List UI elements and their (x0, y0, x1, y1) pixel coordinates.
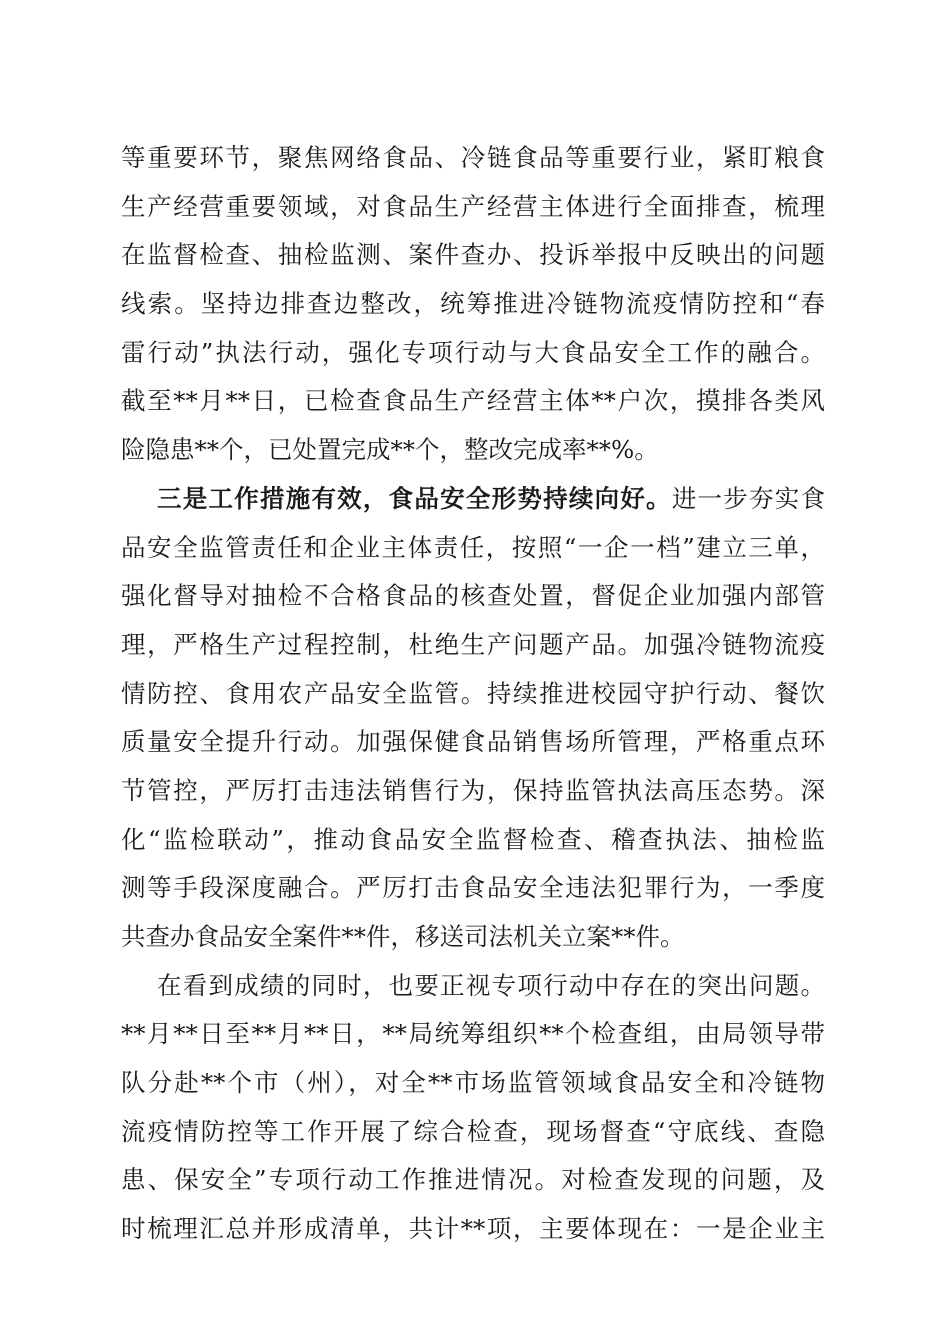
paragraph-2-line-9: 测等手段深度融合。严厉打击食品安全违法犯罪行为，一季度 (121, 873, 825, 903)
paragraph-1-line-1: 等重要环节，聚焦网络食品、冷链食品等重要行业，紧盯粮食 (121, 143, 825, 172)
paragraph-3-line-3: 队分赴**个市（州），对全**市场监管领域食品安全和冷链物 (121, 1068, 825, 1098)
paragraph-3-line-5: 患、保安全”专项行动工作推进情况。对检查发现的问题，及 (121, 1165, 825, 1195)
paragraph-2-line-8: 化“监检联动”，推动食品安全监督检查、稽查执法、抽检监 (121, 824, 825, 854)
paragraph-3-line-4: 流疫情防控等工作开展了综合检查，现场督查“守底线、查隐 (121, 1116, 825, 1146)
paragraph-1-line-5: 雷行动”执法行动，强化专项行动与大食品安全工作的融合。 (121, 337, 825, 367)
paragraph-3-line-2: **月**日至**月**日，**局统筹组织**个检查组，由局领导带 (121, 1019, 825, 1049)
document-body (121, 134, 825, 1254)
paragraph-2-line-3: 强化督导对抽检不合格食品的核查处置，督促企业加强内部管 (121, 581, 825, 611)
paragraph-1-line-2: 生产经营重要领域，对食品生产经营主体进行全面排查，梳理 (121, 191, 825, 221)
paragraph-1-line-7: 险隐患**个，已处置完成**个，整改完成率**%。 (121, 435, 659, 465)
paragraph-2-line-1 (121, 475, 825, 524)
paragraph-2-line-1-rest: 进一步夯实食 (671, 483, 826, 513)
paragraph-1 (121, 134, 825, 475)
paragraph-2-line-2: 品安全监管责任和企业主体责任，按照“一企一档”建立三单， (121, 532, 825, 562)
paragraph-3-line-1: 在看到成绩的同时，也要正视专项行动中存在的突出问题。 (157, 970, 825, 1000)
paragraph-1-line-4: 线索。坚持边排查边整改，统筹推进冷链物流疫情防控和“春 (121, 289, 825, 319)
paragraph-2 (121, 475, 825, 962)
paragraph-2-line-10: 共查办食品安全案件**件，移送司法机关立案**件。 (121, 922, 685, 951)
paragraph-2-line-4: 理，严格生产过程控制，杜绝生产问题产品。加强冷链物流疫 (121, 629, 825, 659)
paragraph-2-line-5: 情防控、食用农产品安全监管。持续推进校园守护行动、餐饮 (121, 678, 825, 708)
paragraph-2-heading: 三是工作措施有效，食品安全形势持续向好。 (157, 483, 672, 513)
paragraph-3 (121, 962, 825, 1254)
paragraph-2-line-6: 质量安全提升行动。加强保健食品销售场所管理，严格重点环 (121, 727, 825, 757)
paragraph-1-line-3: 在监督检查、抽检监测、案件查办、投诉举报中反映出的问题 (121, 240, 825, 270)
paragraph-3-line-6: 时梳理汇总并形成清单，共计**项，主要体现在：一是企业主 (121, 1214, 825, 1244)
paragraph-2-line-7: 节管控，严厉打击违法销售行为，保持监管执法高压态势。深 (121, 775, 825, 805)
paragraph-1-line-6: 截至**月**日，已检查食品生产经营主体**户次，摸排各类风 (121, 386, 825, 416)
